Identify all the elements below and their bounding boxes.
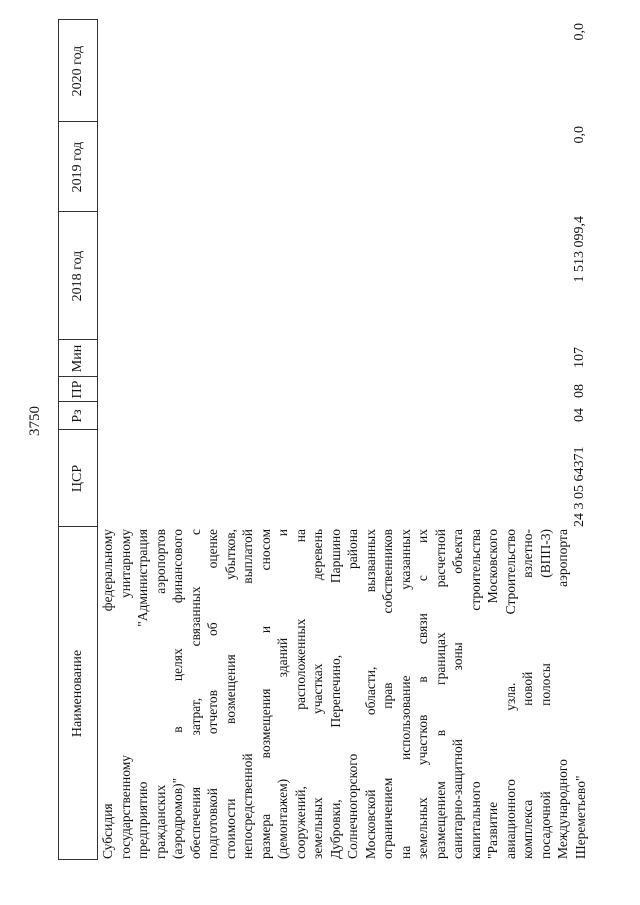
name-line: государственному унитарному <box>117 529 133 859</box>
header-rz: Рз <box>70 409 85 423</box>
name-line: "Развитие Московского <box>485 529 500 859</box>
table-header-bottom <box>97 20 98 860</box>
name-line: капитального строительства <box>467 529 483 859</box>
header-pr: ПР <box>70 380 85 399</box>
row-name-text <box>99 529 589 859</box>
name-line: непосредственной выплатой <box>240 529 255 859</box>
page-number: 3750 <box>27 406 43 436</box>
name-line: Шереметьево" <box>572 775 588 859</box>
name-line: стоимости возмещения убытков, <box>222 529 238 859</box>
row-pr: 08 <box>572 384 587 398</box>
name-line: на использование указанных <box>397 529 413 859</box>
name-line: Дубровки, Перепечино, Паршино <box>327 529 343 859</box>
row-2020: 0,0 <box>572 23 587 41</box>
header-csr: ЦСР <box>70 464 85 493</box>
name-line: земельных участков в связи с их <box>415 529 430 859</box>
name-line: (аэродромов)" в целях финансового <box>170 529 185 859</box>
row-csr: 24 3 05 64371 <box>572 446 587 527</box>
name-line: комплекса новой взлетно- <box>520 529 535 859</box>
name-line: размещением в границах расчетной <box>432 529 448 859</box>
header-name: Наименование <box>70 649 85 738</box>
header-2020: 2020 год <box>70 45 85 97</box>
name-line: (демонтажем) зданий и <box>275 529 290 859</box>
row-2019: 0,0 <box>572 126 587 144</box>
name-line: санитарно-защитной зоны объекта <box>450 529 465 859</box>
name-line: обеспечения затрат, связанных с <box>187 529 203 859</box>
header-min: Мин <box>70 344 85 373</box>
name-line: Московской области, вызванных <box>362 529 378 859</box>
name-line: подготовкой отчетов об оценке <box>205 529 220 859</box>
header-2019: 2019 год <box>70 141 85 193</box>
name-line: авиационного узла. Строительство <box>502 529 518 859</box>
row-min: 107 <box>572 347 587 368</box>
name-line: предприятию "Администрация <box>135 529 150 859</box>
name-line: размера возмещения и сносом <box>257 529 273 859</box>
name-line: Международного аэропорта <box>555 529 570 859</box>
name-line: Субсидия федеральному <box>100 529 115 859</box>
name-line: ограничением прав собственников <box>380 529 395 859</box>
name-line: сооружений, расположенных на <box>292 529 308 859</box>
name-line: Солнечногорского района <box>345 529 360 859</box>
name-line: посадочной полосы (ВПП-3) <box>537 529 553 859</box>
row-rz: 04 <box>572 408 587 422</box>
name-line: гражданских аэропортов <box>152 529 168 859</box>
name-line: земельных участках деревень <box>310 529 325 859</box>
table-border-left <box>58 20 59 860</box>
row-2018: 1 513 099,4 <box>572 216 587 283</box>
header-2018: 2018 год <box>70 250 85 302</box>
